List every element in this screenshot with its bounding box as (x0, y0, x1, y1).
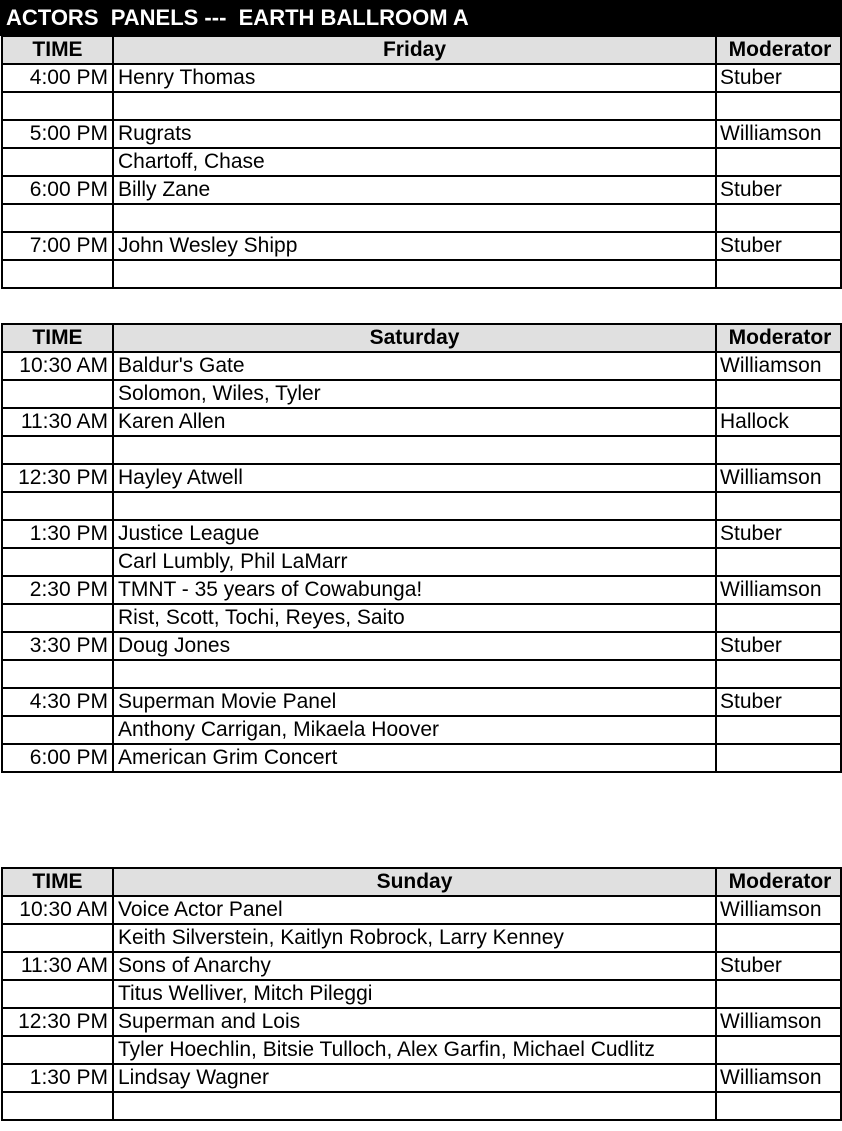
moderator-cell (716, 148, 841, 176)
time-cell: 6:00 PM (2, 176, 113, 204)
moderator-cell: Williamson (716, 120, 841, 148)
table-row (2, 716, 841, 744)
moderator-header: Moderator (716, 868, 841, 896)
time-cell: 1:30 PM (2, 1064, 113, 1092)
table-row (2, 952, 841, 980)
table-row (2, 204, 841, 232)
table-row (2, 1092, 841, 1120)
event-cell (113, 660, 716, 688)
day-header: Sunday (113, 868, 716, 896)
page-title: ACTORS PANELS --- EARTH BALLROOM A (0, 0, 842, 36)
moderator-cell: Stuber (716, 64, 841, 92)
time-header: TIME (2, 324, 113, 352)
time-cell: 10:30 AM (2, 352, 113, 380)
event-cell (113, 1092, 716, 1120)
day-header: Saturday (113, 324, 716, 352)
table-row (2, 980, 841, 1008)
time-cell: 12:30 PM (2, 464, 113, 492)
moderator-cell: Stuber (716, 176, 841, 204)
event-cell: Lindsay Wagner (113, 1064, 716, 1092)
table-row (2, 744, 841, 772)
time-cell: 4:00 PM (2, 64, 113, 92)
time-cell: 2:30 PM (2, 576, 113, 604)
table-row (2, 148, 841, 176)
table-header-row (2, 868, 841, 896)
event-cell: Karen Allen (113, 408, 716, 436)
moderator-cell: Stuber (716, 688, 841, 716)
friday-schedule-table (1, 35, 842, 289)
moderator-cell (716, 744, 841, 772)
moderator-cell: Stuber (716, 520, 841, 548)
time-cell (2, 148, 113, 176)
event-cell: Rugrats (113, 120, 716, 148)
moderator-cell: Williamson (716, 352, 841, 380)
table-row (2, 64, 841, 92)
time-header: TIME (2, 36, 113, 64)
moderator-header: Moderator (716, 36, 841, 64)
event-cell: Tyler Hoechlin, Bitsie Tulloch, Alex Garfin, Michael Cudlitz (113, 1036, 716, 1064)
time-cell: 11:30 AM (2, 408, 113, 436)
moderator-cell (716, 604, 841, 632)
event-cell: Superman Movie Panel (113, 688, 716, 716)
table-header-row (2, 324, 841, 352)
time-cell: 12:30 PM (2, 1008, 113, 1036)
day-header: Friday (113, 36, 716, 64)
table-row (2, 896, 841, 924)
time-cell (2, 716, 113, 744)
table-row (2, 260, 841, 288)
table-row (2, 1064, 841, 1092)
moderator-cell: Williamson (716, 576, 841, 604)
time-cell: 11:30 AM (2, 952, 113, 980)
table-row (2, 492, 841, 520)
time-cell (2, 660, 113, 688)
event-cell: American Grim Concert (113, 744, 716, 772)
event-cell: Baldur's Gate (113, 352, 716, 380)
moderator-cell (716, 492, 841, 520)
table-row (2, 548, 841, 576)
event-cell (113, 492, 716, 520)
table-row (2, 660, 841, 688)
event-cell: Doug Jones (113, 632, 716, 660)
moderator-cell (716, 204, 841, 232)
event-cell: Hayley Atwell (113, 464, 716, 492)
event-cell: Titus Welliver, Mitch Pileggi (113, 980, 716, 1008)
time-cell (2, 204, 113, 232)
time-cell (2, 548, 113, 576)
event-cell: Voice Actor Panel (113, 896, 716, 924)
time-cell: 7:00 PM (2, 232, 113, 260)
moderator-cell (716, 260, 841, 288)
moderator-cell (716, 436, 841, 464)
event-cell: Henry Thomas (113, 64, 716, 92)
moderator-cell (716, 548, 841, 576)
event-cell: Chartoff, Chase (113, 148, 716, 176)
event-cell: Billy Zane (113, 176, 716, 204)
moderator-cell (716, 716, 841, 744)
time-cell (2, 1092, 113, 1120)
time-cell (2, 604, 113, 632)
time-cell (2, 380, 113, 408)
event-cell: Solomon, Wiles, Tyler (113, 380, 716, 408)
event-cell: Sons of Anarchy (113, 952, 716, 980)
time-cell (2, 980, 113, 1008)
table-row (2, 1036, 841, 1064)
time-cell: 10:30 AM (2, 896, 113, 924)
table-row (2, 92, 841, 120)
table-header-row (2, 36, 841, 64)
event-cell: John Wesley Shipp (113, 232, 716, 260)
table-row (2, 232, 841, 260)
event-cell: Superman and Lois (113, 1008, 716, 1036)
time-cell: 3:30 PM (2, 632, 113, 660)
moderator-cell: Williamson (716, 1008, 841, 1036)
time-cell (2, 492, 113, 520)
table-row (2, 520, 841, 548)
time-header: TIME (2, 868, 113, 896)
event-cell: Rist, Scott, Tochi, Reyes, Saito (113, 604, 716, 632)
moderator-cell (716, 980, 841, 1008)
moderator-cell: Williamson (716, 1064, 841, 1092)
time-cell (2, 436, 113, 464)
event-cell: Keith Silverstein, Kaitlyn Robrock, Larry Kenney (113, 924, 716, 952)
time-cell: 6:00 PM (2, 744, 113, 772)
time-cell: 4:30 PM (2, 688, 113, 716)
event-cell (113, 436, 716, 464)
moderator-cell (716, 924, 841, 952)
moderator-cell (716, 380, 841, 408)
event-cell (113, 260, 716, 288)
table-row (2, 380, 841, 408)
event-cell: Justice League (113, 520, 716, 548)
moderator-cell (716, 660, 841, 688)
moderator-cell: Williamson (716, 464, 841, 492)
table-row (2, 352, 841, 380)
table-row (2, 924, 841, 952)
table-row (2, 1008, 841, 1036)
table-row (2, 632, 841, 660)
table-row (2, 176, 841, 204)
table-row (2, 464, 841, 492)
table-row (2, 120, 841, 148)
event-cell (113, 92, 716, 120)
moderator-cell: Stuber (716, 232, 841, 260)
time-cell (2, 1036, 113, 1064)
table-row (2, 576, 841, 604)
moderator-cell: Stuber (716, 952, 841, 980)
sunday-schedule-table (1, 867, 842, 1121)
table-row (2, 436, 841, 464)
time-cell (2, 92, 113, 120)
moderator-cell (716, 92, 841, 120)
moderator-cell (716, 1036, 841, 1064)
saturday-schedule-table (1, 323, 842, 773)
time-cell (2, 924, 113, 952)
table-row (2, 408, 841, 436)
event-cell: Anthony Carrigan, Mikaela Hoover (113, 716, 716, 744)
moderator-cell: Hallock (716, 408, 841, 436)
moderator-header: Moderator (716, 324, 841, 352)
moderator-cell: Stuber (716, 632, 841, 660)
event-cell: TMNT - 35 years of Cowabunga! (113, 576, 716, 604)
table-row (2, 688, 841, 716)
time-cell (2, 260, 113, 288)
time-cell: 1:30 PM (2, 520, 113, 548)
moderator-cell (716, 1092, 841, 1120)
event-cell: Carl Lumbly, Phil LaMarr (113, 548, 716, 576)
time-cell: 5:00 PM (2, 120, 113, 148)
table-row (2, 604, 841, 632)
event-cell (113, 204, 716, 232)
moderator-cell: Williamson (716, 896, 841, 924)
